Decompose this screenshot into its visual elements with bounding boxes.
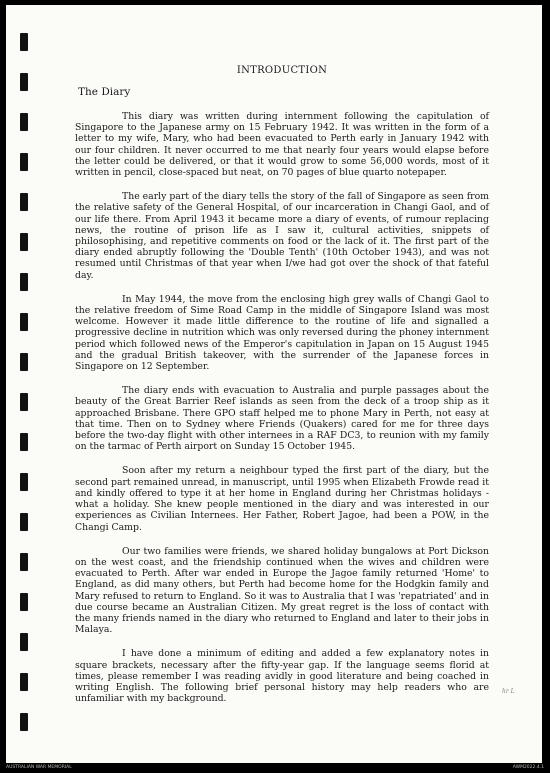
- binding-hole: [20, 233, 28, 251]
- paragraph: This diary was written during internment following the capitulation of Singapore to the Japanese army on 15 February 1942. It was written in the form of a letter to my wife, Mary, who had been evacuated to Perth early in January 1942 with our four children. It never occurred to me that nearly four years would elapse before the letter could be delivered, or that it would grow to some 56,000 words, most of it written in pencil, close-spaced but neat, on 70 pages of blue quarto notepaper.: [75, 111, 489, 179]
- paragraph: In May 1944, the move from the enclosing high grey walls of Changi Gaol to the relative freedom of Sime Road Camp in the middle of Singapore Island was most welcome. However it made little difference to the routine of life and signalled a progressive decline in nutrition which was only reversed during the phoney internment period which followed news of the Emperor's capitulation in Japan on 15 August 1945 and the gradual British takeover, with the surrender of the Japanese forces in Singapore on 12 September.: [75, 293, 489, 373]
- binding-hole: [20, 153, 28, 171]
- paragraph: I have done a minimum of editing and added a few explanatory notes in square brackets, necessary after the fifty-year gap. If the language seems florid at times, please remember I was reading avidly in good literature and being coached in writing English. The following brief personal history may help readers who are unfamiliar with my background.: [75, 648, 489, 705]
- binding-hole: [20, 433, 28, 451]
- binding-hole: [20, 393, 28, 411]
- binding-hole: [20, 673, 28, 691]
- binding-hole: [20, 513, 28, 531]
- archive-footer: [0, 763, 550, 773]
- binding-hole: [20, 553, 28, 571]
- page-heading: INTRODUCTION: [236, 65, 328, 76]
- binding-hole: [20, 273, 28, 291]
- binding-hole: [20, 633, 28, 651]
- document-page: [6, 5, 542, 763]
- binding-hole: [20, 473, 28, 491]
- binding-hole: [20, 193, 28, 211]
- paragraph: The early part of the diary tells the story of the fall of Singapore as seen from the relative safety of the General Hospital, of our incarceration in Changi Gaol, and of our life there. From April 1943 it became more a diary of events, of rumour replacing news, the routine of prison life as I saw it, cultural activities, snippets of philosophising, and repetitive comments on food or the lack of it. The first part of the diary ended abruptly following the 'Double Tenth' (10th October 1943), and was not resumed until Christmas of that year when I/we had got over the shock of that fateful day.: [75, 191, 489, 281]
- section-title: The Diary: [78, 86, 131, 98]
- paragraph: The diary ends with evacuation to Australia and purple passages about the beauty of the Great Barrier Reef islands as seen from the deck of a troop ship as it approached Brisbane. There GPO staff helped me to phone Mary in Perth, not easy at that time. Then on to Sydney where Friends (Quakers) cared for me for three days before the two-day flight with other internees in a RAF DC3, to reunion with my family on the tarmac of Perth airport on Sunday 15 October 1945.: [75, 385, 489, 453]
- paragraph: Our two families were friends, we shared holiday bungalows at Port Dickson on the west coast, and the friendship continued when the wives and children were evacuated to Perth. After war ended in Europe the Jagoe family returned 'Home' to England, as did many others, but Perth had become home for the Hodgkin family and Mary refused to return to England. So it was to Australia that I was 'repatriated' and in due course became an Australian Citizen. My great regret is the loss of contact with the many friends named in the diary who returned to England and later to their jobs in Malaya.: [75, 545, 489, 636]
- archive-credit: AUSTRALIAN WAR MEMORIAL: [6, 765, 72, 770]
- binding-hole: [20, 73, 28, 91]
- paragraph: Soon after my return a neighbour typed the first part of the diary, but the second part remained unread, in manuscript, until 1995 when Elizabeth Frowde read it and kindly offered to type it at her home in England during her Christmas holidays - what a holiday. She knew people mentioned in the diary and was interested in our experiences as Civilian Internees. Her Father, Robert Jagoe, had been a POW, in the Changi Camp.: [75, 465, 489, 533]
- archive-reference: AWM2022.4.1: [512, 765, 544, 770]
- binding-hole: [20, 33, 28, 51]
- binding-hole: [20, 713, 28, 731]
- binding-hole: [20, 593, 28, 611]
- binding-hole: [20, 113, 28, 131]
- pencil-annotation: hr L: [502, 688, 515, 695]
- binding-hole: [20, 313, 28, 331]
- binding-hole: [20, 353, 28, 371]
- document-content: [75, 65, 489, 717]
